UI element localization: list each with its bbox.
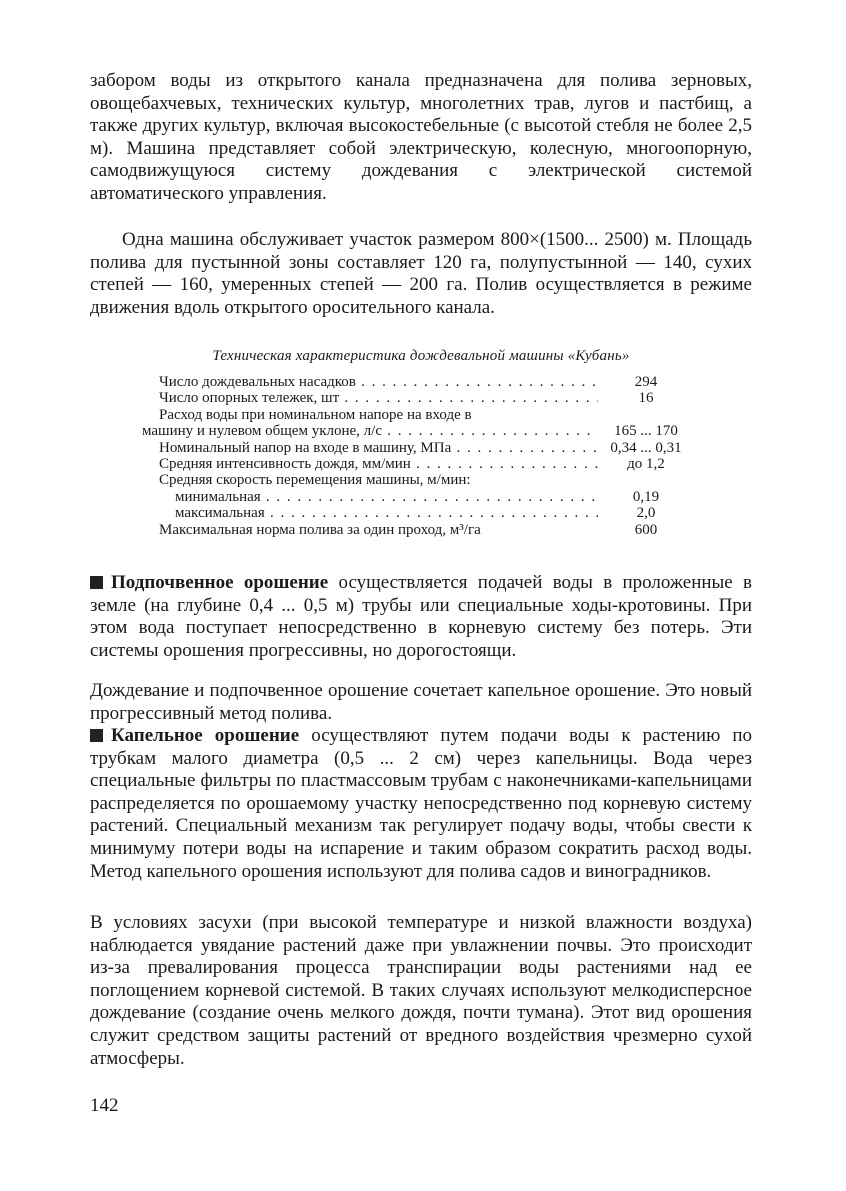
spec-label: Номинальный напор на входе в машину, МПа . . . <box>159 440 598 456</box>
page-number: 142 <box>90 1095 119 1116</box>
spec-table <box>142 374 694 538</box>
paragraph-text: Дождевание и подпочвенное орошение сочетает капельное орошение. Это новый прогрессивный метод полива. <box>90 680 752 724</box>
paragraph-text: осуществляется подачей воды в проложенные в земле (на глубине 0,4 ... 0,5 м) трубы или специальные ходы-кротовины. При этом вода поступает непосредственно в корневую систему без потерь. Эти системы орошения прогрессивны, но дорогостоящи. <box>90 572 752 661</box>
spec-row <box>142 423 694 439</box>
intro-paragraph-1 <box>90 70 752 206</box>
spec-value: 165 ... 170 <box>614 423 678 440</box>
spec-value: 600 <box>634 521 658 538</box>
spec-label: машину и нулевом общем уклоне, л/с . . . <box>142 423 598 439</box>
spec-label: Средняя скорость перемещения машины, м/мин: <box>159 472 471 489</box>
combination-paragraph <box>90 680 752 725</box>
spec-value: 16 <box>638 390 654 407</box>
drip-irrigation-paragraph <box>90 725 752 883</box>
square-bullet-icon <box>90 729 103 742</box>
drought-paragraph <box>90 912 752 1070</box>
spec-row <box>142 456 694 472</box>
spec-value: 0,19 <box>632 488 660 505</box>
spec-label: Число дождевальных насадков . . . <box>159 374 598 390</box>
spec-value: 0,34 ... 0,31 <box>610 439 682 456</box>
term-subsurface-irrigation: Подпочвенное орошение <box>111 572 329 593</box>
spec-row <box>142 374 694 390</box>
paragraph-text: Одна машина обслуживает участок размером 800×(1500... 2500) м. Площадь полива для пустынной зоны составляет 120 га, полупустынной — 140, сухих степей — 160, умеренных степей — 200 га. Полив осуществляется в режиме движения вдоль открытого оросительного канала. <box>90 229 752 318</box>
term-drip-irrigation: Капельное орошение <box>111 725 300 746</box>
spec-row <box>142 489 694 505</box>
spec-label: Средняя интенсивность дождя, мм/мин . . . <box>159 456 598 472</box>
spec-label: Число опорных тележек, шт . . . <box>159 390 598 406</box>
paragraph-text: осуществляют путем подачи воды к растению по трубкам малого диаметра (0,5 ... 2 см) через капельницы. Вода через специальные фильтры по пластмассовым трубам с наконечниками-капельницами распределяется по орошаемому участку непосредственно под корневую систему растений. Специальный механизм так регулирует подачу воды, чтобы свести к минимуму потери воды на испарение и таким образом сократить расход воды. Метод капельного орошения используют для полива садов и виноградников. <box>90 725 752 882</box>
spec-label: Максимальная норма полива за один проход, м³/га <box>159 521 481 538</box>
paragraph-text: забором воды из открытого канала предназначена для полива зерновых, овощебахчевых, технических культур, многолетних трав, лугов и пастбищ, а также других культур, включая высокостебельные (с высотой стебля не более 2,5 м). Машина представляет собой электрическую, колесную, многоопорную, самодвижущуюся систему дождевания с электрической системой автоматического управления. <box>90 70 752 204</box>
square-bullet-icon <box>90 576 103 589</box>
spec-label: минимальная . . . <box>175 489 598 505</box>
spec-row <box>142 407 694 423</box>
spec-value: 2,0 <box>636 505 656 522</box>
spec-row <box>142 440 694 456</box>
spec-row <box>142 505 694 521</box>
spec-row <box>142 390 694 406</box>
spec-label: максимальная . . . <box>175 505 598 521</box>
paragraph-text: В условиях засухи (при высокой температуре и низкой влажности воздуха) наблюдается увядание растений даже при увлажнении почвы. Это происходит из-за превалирования процесса транспирации воды растениями над ее поглощением корневой системой. В таких случаях используют мелкодисперсное дождевание (создание очень мелкого дождя, почти тумана). Этот вид орошения служит средством защиты растений от вредного воздействия чрезмерно сухой атмосферы. <box>90 912 752 1069</box>
spec-row <box>142 522 694 538</box>
intro-paragraph-2 <box>90 229 752 319</box>
spec-table-caption: Техническая характеристика дождевальной машины «Кубань» <box>212 348 630 364</box>
spec-value: 294 <box>634 374 658 390</box>
spec-row <box>142 472 694 488</box>
spec-label: Расход воды при номинальном напоре на входе в <box>159 406 472 423</box>
spec-value: до 1,2 <box>627 456 665 473</box>
subsurface-irrigation-paragraph <box>90 572 752 662</box>
